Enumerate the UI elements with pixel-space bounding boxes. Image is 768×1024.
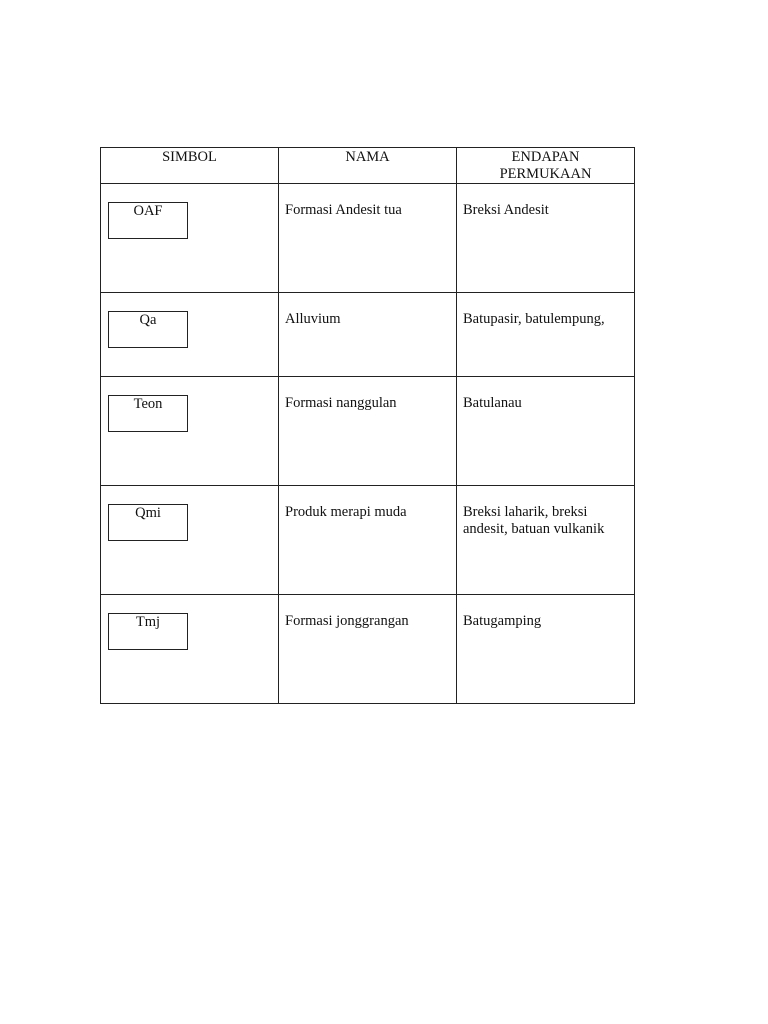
table-row <box>101 595 635 704</box>
table-row <box>101 377 635 486</box>
table-row <box>101 293 635 377</box>
header-simbol-label: SIMBOL <box>162 149 217 165</box>
endapan-cell: Breksi Andesit <box>457 184 635 293</box>
table-row <box>101 486 635 595</box>
geology-legend-table <box>100 147 635 704</box>
endapan-cell: Batulanau <box>457 377 635 486</box>
header-endapan-permukaan <box>457 148 635 184</box>
symbol-cell <box>101 184 279 293</box>
header-simbol <box>101 148 279 184</box>
endapan-cell: Batupasir, batulempung, <box>457 293 635 377</box>
header-endapan-label-line1: ENDAPAN <box>511 149 580 165</box>
header-nama <box>279 148 457 184</box>
endapan-cell: Breksi laharik, breksi andesit, batuan vulkanik <box>457 486 635 595</box>
endapan-cell: Batugamping <box>457 595 635 704</box>
symbol-box: Teon <box>108 395 188 432</box>
symbol-box: Tmj <box>108 613 188 650</box>
nama-cell: Produk merapi muda <box>279 486 457 595</box>
symbol-box: OAF <box>108 202 188 239</box>
symbol-cell <box>101 486 279 595</box>
symbol-cell <box>101 595 279 704</box>
symbol-cell <box>101 293 279 377</box>
nama-cell: Alluvium <box>279 293 457 377</box>
symbol-box: Qa <box>108 311 188 348</box>
symbol-cell <box>101 377 279 486</box>
nama-cell: Formasi jonggrangan <box>279 595 457 704</box>
symbol-box: Qmi <box>108 504 188 541</box>
nama-cell: Formasi nanggulan <box>279 377 457 486</box>
header-nama-label: NAMA <box>345 149 390 165</box>
nama-cell: Formasi Andesit tua <box>279 184 457 293</box>
table-header-row <box>101 148 635 184</box>
header-endapan-label-line2: PERMUKAAN <box>499 166 592 182</box>
table-row <box>101 184 635 293</box>
